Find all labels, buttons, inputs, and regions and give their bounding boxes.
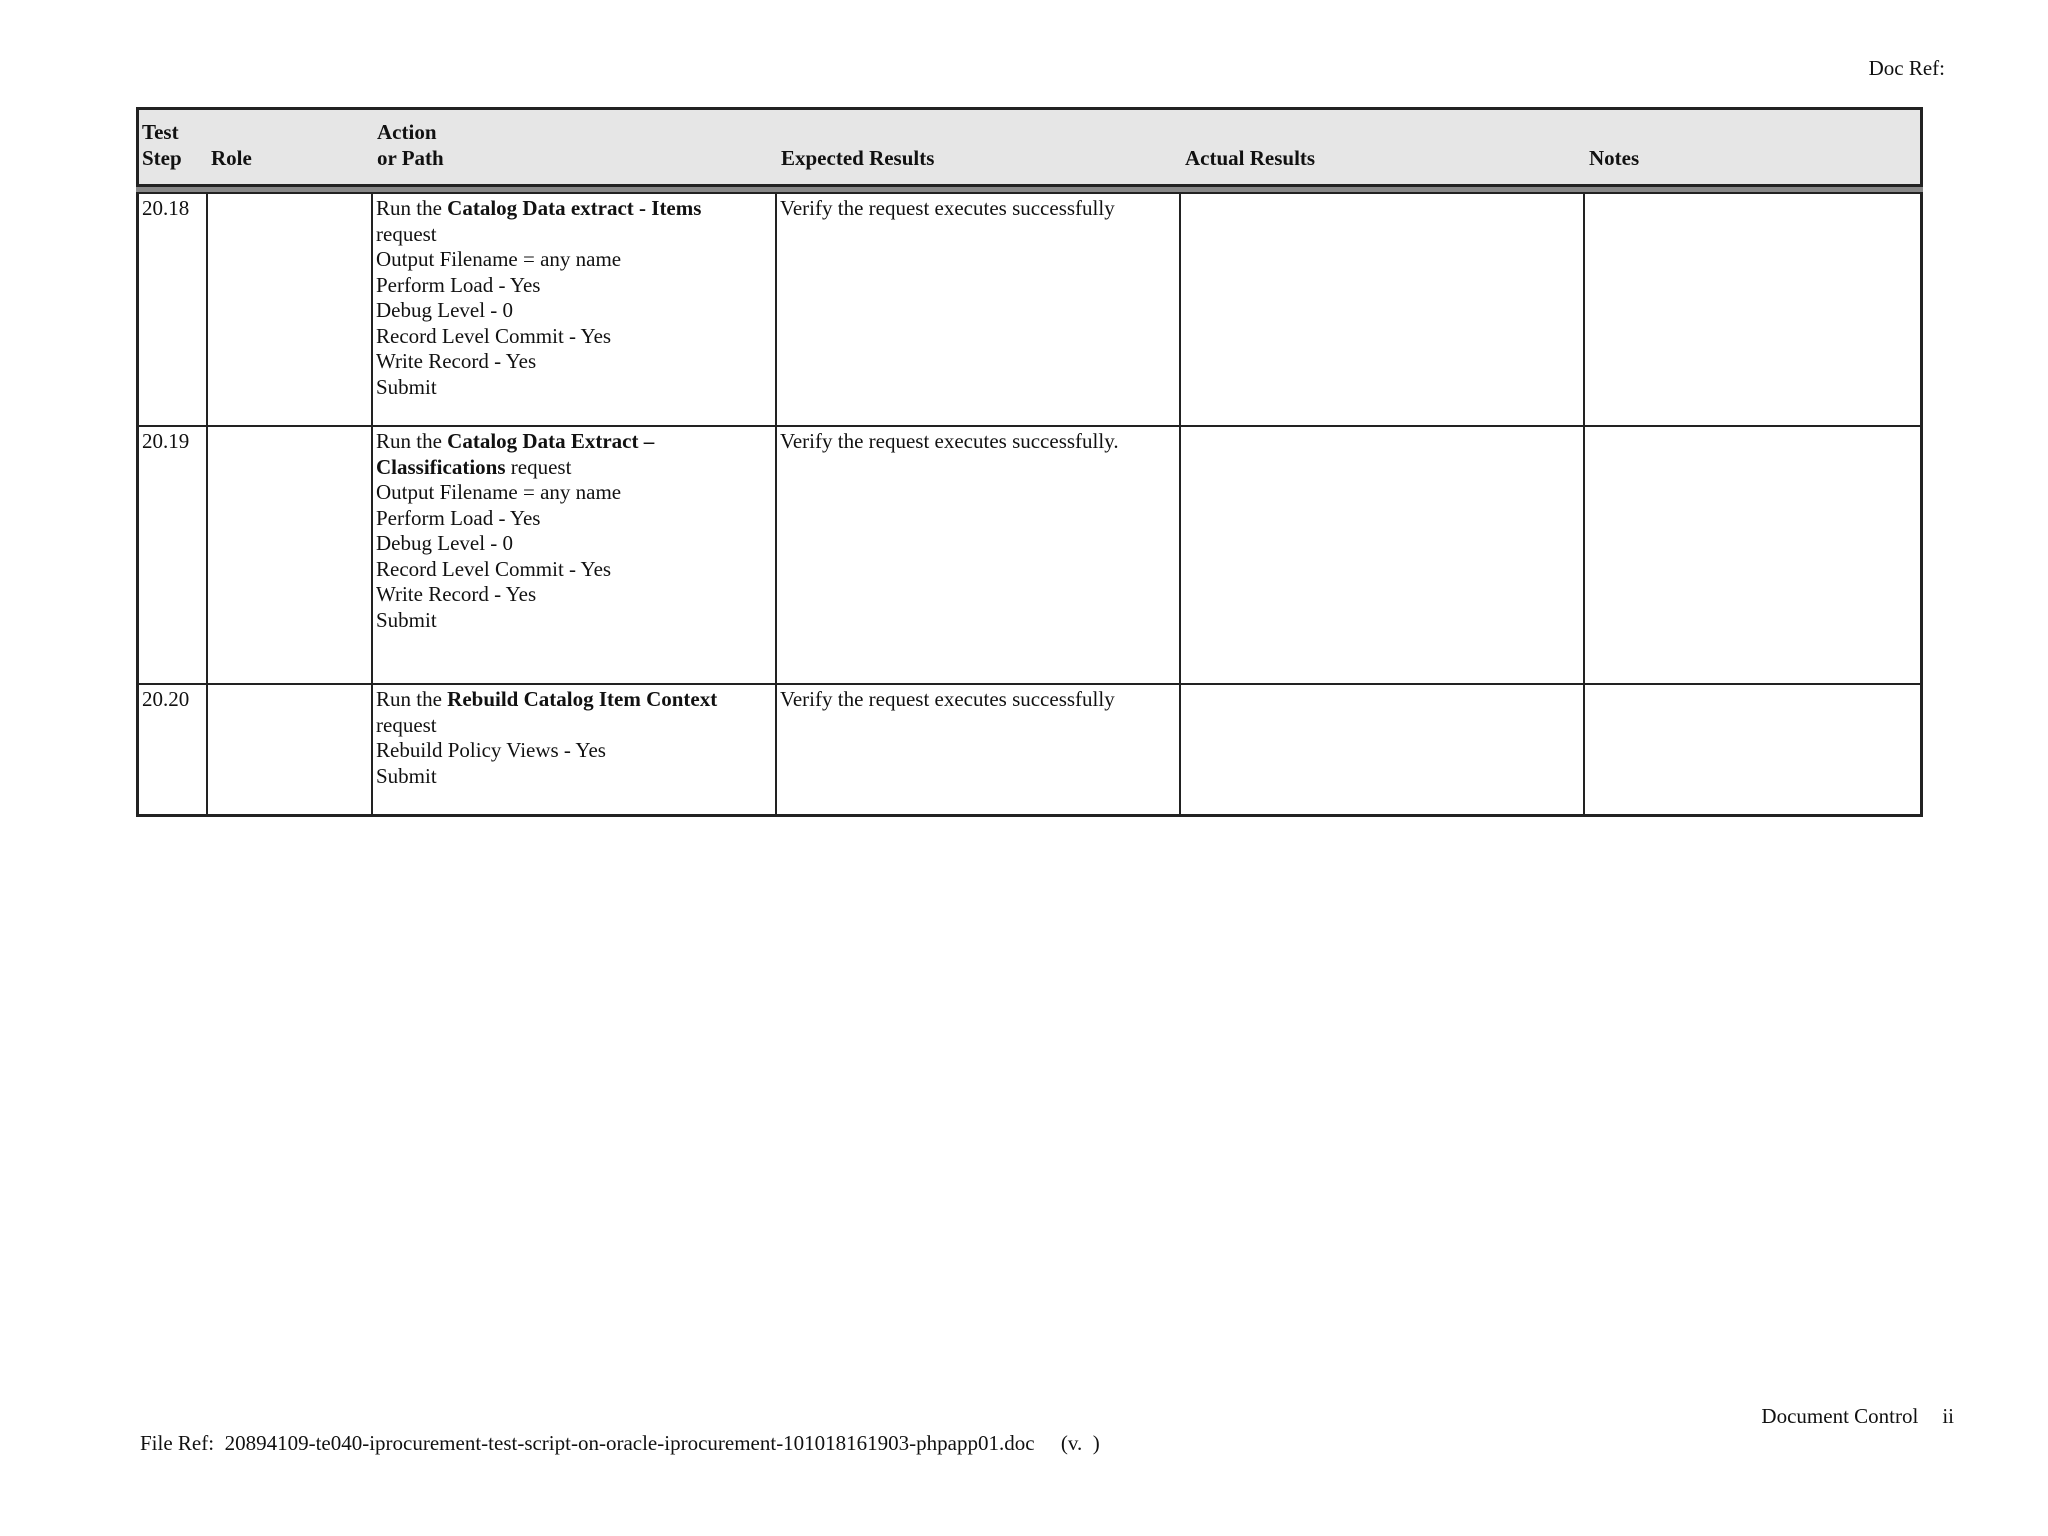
action-prefix: Run the — [376, 687, 448, 711]
cell-action — [373, 194, 777, 425]
action-prefix: Run the — [376, 196, 448, 220]
col-header-role: Role — [211, 145, 252, 170]
cell-actual[interactable] — [1181, 194, 1585, 425]
action-param: Output Filename = any name — [376, 247, 622, 271]
action-param: Debug Level - 0 — [376, 531, 514, 555]
doc-ref: Doc Ref: — [1868, 56, 1945, 80]
page-number: ii — [1942, 1404, 1954, 1428]
cell-notes[interactable] — [1585, 194, 1920, 425]
action-param: Submit — [376, 763, 437, 788]
action-param: Record Level Commit - Yes — [376, 556, 612, 581]
request-name: Rebuild Catalog Item Context — [447, 687, 718, 711]
action-param: Debug Level - 0 — [376, 298, 514, 322]
cell-role[interactable] — [208, 685, 373, 814]
action-prefix: Run the — [376, 429, 448, 453]
file-ref: File Ref: 20894109-te040-iprocurement-test-script-on-oracle-iprocurement-101018161903-phpapp01.doc (v. ) — [140, 1431, 1100, 1455]
cell-step: 20.18 — [139, 194, 208, 425]
action-suffix: request — [376, 712, 437, 737]
action-param: Write Record - Yes — [376, 582, 537, 606]
cell-expected: Verify the request executes successfully — [777, 685, 1181, 814]
col-header-notes: Notes — [1589, 145, 1640, 170]
col-header-line: or Path — [377, 145, 444, 170]
action-param: Write Record - Yes — [376, 349, 537, 373]
action-param: Perform Load - Yes — [376, 272, 541, 297]
cell-expected: Verify the request executes successfully. — [777, 427, 1181, 683]
action-param: Record Level Commit - Yes — [376, 323, 612, 348]
cell-action — [373, 427, 777, 683]
cell-role[interactable] — [208, 427, 373, 683]
col-header-actual: Actual Results — [1185, 145, 1316, 170]
col-header-line: Test — [142, 120, 179, 144]
action-param: Submit — [376, 374, 437, 399]
action-suffix: request — [505, 454, 572, 479]
col-header-action — [377, 120, 444, 171]
footer-section — [1761, 1404, 1954, 1430]
cell-notes[interactable] — [1585, 685, 1920, 814]
cell-actual[interactable] — [1181, 427, 1585, 683]
cell-role[interactable] — [208, 194, 373, 425]
col-header-expected: Expected Results — [781, 145, 935, 170]
action-param: Perform Load - Yes — [376, 505, 541, 530]
col-header-test-step — [142, 120, 182, 171]
action-param: Output Filename = any name — [376, 480, 622, 504]
col-header-line: Step — [142, 145, 182, 170]
table-row — [139, 685, 1920, 814]
table-row — [139, 427, 1920, 685]
cell-action — [373, 685, 777, 814]
request-name: Catalog Data Extract – Classifications — [376, 429, 655, 479]
cell-step: 20.19 — [139, 427, 208, 683]
footer-section-title: Document Control — [1761, 1404, 1919, 1428]
table-row — [139, 194, 1920, 427]
table-header — [136, 107, 1923, 187]
action-suffix: request — [376, 221, 437, 246]
action-param: Rebuild Policy Views - Yes — [376, 738, 606, 762]
cell-actual[interactable] — [1181, 685, 1585, 814]
col-header-line: Action — [377, 120, 437, 144]
cell-step: 20.20 — [139, 685, 208, 814]
action-param: Submit — [376, 607, 437, 632]
table-body — [136, 192, 1923, 817]
cell-notes[interactable] — [1585, 427, 1920, 683]
test-script-table — [136, 107, 1923, 817]
cell-expected: Verify the request executes successfully — [777, 194, 1181, 425]
request-name: Catalog Data extract - Items — [447, 196, 702, 220]
